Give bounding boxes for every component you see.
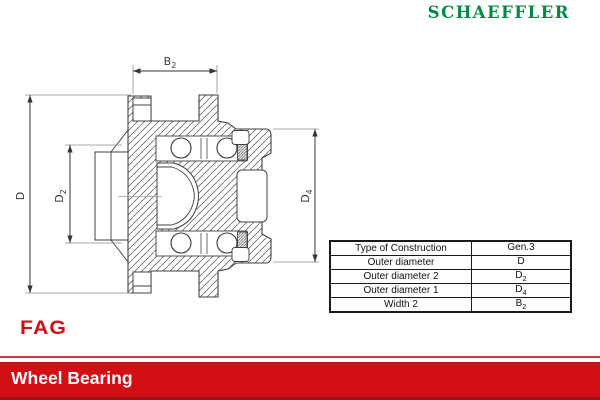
wheel-stud-bottom xyxy=(133,272,151,293)
table-row xyxy=(330,270,571,284)
spec-table xyxy=(329,240,572,313)
spec-label: Outer diameter 1 xyxy=(330,284,472,298)
spec-label: Outer diameter 2 xyxy=(330,270,472,284)
outer-ring-pocket-top xyxy=(232,131,249,145)
spec-value: $B_2$ xyxy=(472,298,572,313)
spec-value: $D_2$ xyxy=(472,270,572,284)
page-title: Wheel Bearing xyxy=(11,368,133,388)
spec-value: $D_4$ xyxy=(472,284,572,298)
hub-cross-section-drawing xyxy=(0,55,340,305)
spec-label: Outer diameter xyxy=(330,256,472,270)
table-row xyxy=(330,298,571,313)
table-row xyxy=(330,256,571,270)
outer-ring-pocket-bottom xyxy=(232,248,249,262)
spec-value: Gen.3 xyxy=(472,241,572,256)
wheel-stud-top xyxy=(133,98,151,121)
dimension-label-d2: $D_2$ xyxy=(53,189,69,203)
spec-label: Width 2 xyxy=(330,298,472,313)
wheel-pilot xyxy=(95,130,128,262)
schaeffler-logo: SCHAEFFLER xyxy=(427,3,570,22)
dimension-label-d4: $D_4$ xyxy=(299,189,315,203)
outer-ring-cavity xyxy=(237,170,267,222)
technical-drawing xyxy=(0,55,340,305)
footer-bar xyxy=(0,362,600,400)
table-row xyxy=(330,284,571,298)
spec-value: D xyxy=(472,256,572,270)
footer-accent-line xyxy=(0,356,600,358)
spec-label: Type of Construction xyxy=(330,241,472,256)
fag-logo: FAG xyxy=(20,318,68,339)
dimension-label-d: D xyxy=(14,191,27,201)
dimension-label-b2: $B_2$ xyxy=(163,55,177,71)
table-row xyxy=(330,241,571,256)
